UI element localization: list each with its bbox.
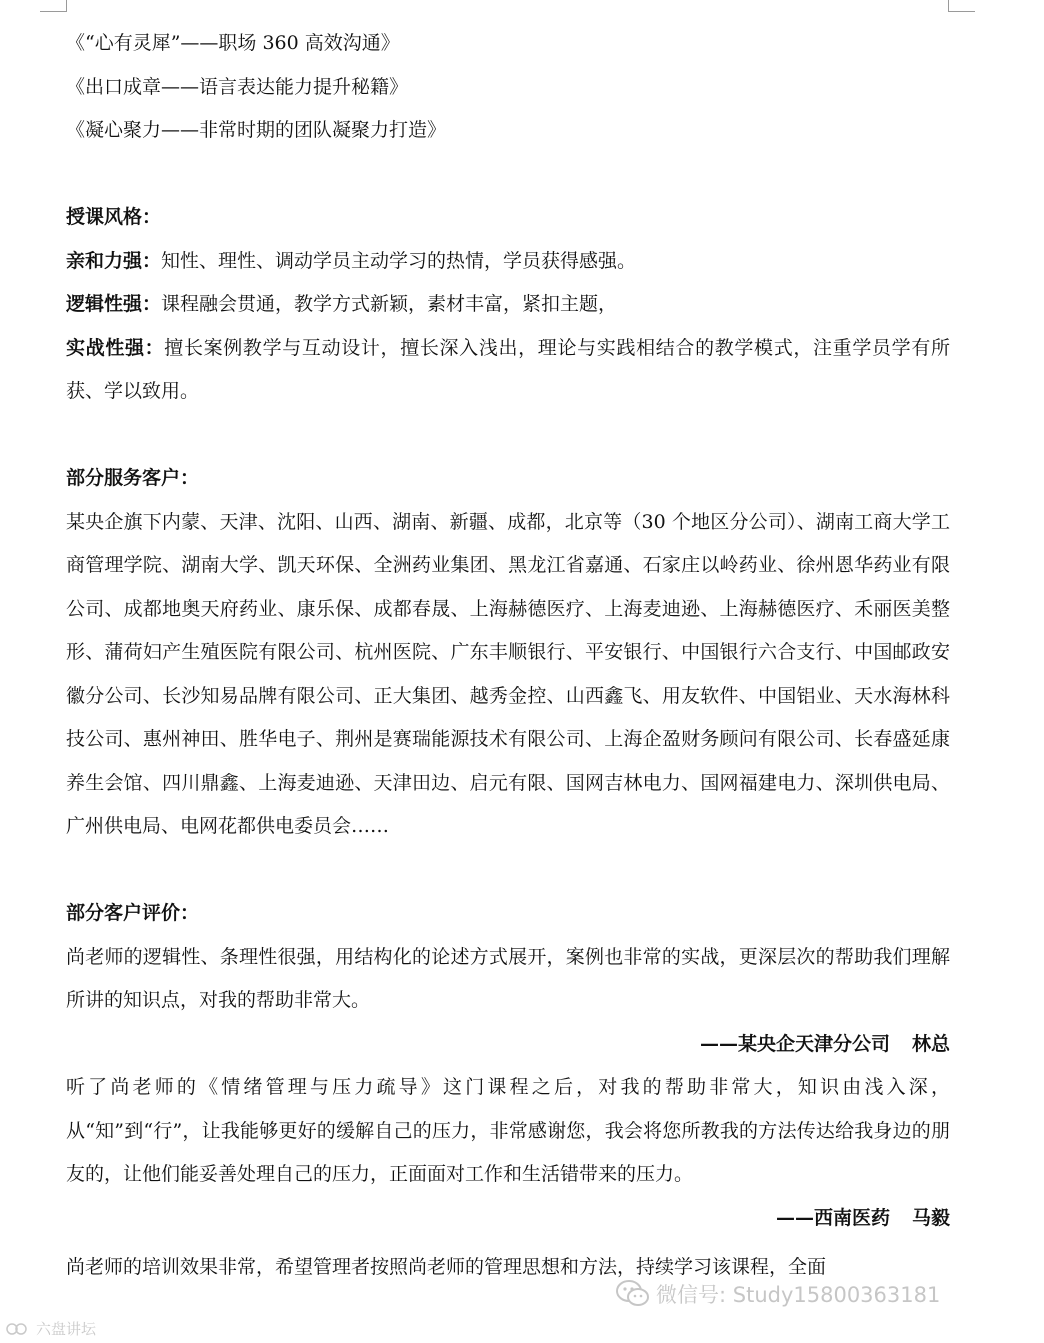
style-item-label: 逻辑性强：	[66, 293, 162, 315]
wechat-icon	[616, 1279, 650, 1309]
review-text: 尚老师的逻辑性、条理性很强，用结构化的论述方式展开，案例也非常的实战，更深层次的帮助我们理解所讲的知识点，对我的帮助非常大。	[66, 945, 950, 1011]
corner-watermark	[6, 1318, 96, 1339]
review-text: 尚老师的培训效果非常，希望管理者按照尚老师的管理思想和方法，持续学习该课程，全面	[66, 1256, 827, 1278]
style-item	[66, 240, 950, 284]
review-text: 听了尚老师的《情绪管理与压力疏导》这门课程之后，对我的帮助非常大，知识由浅入深，从“知”到“行”，让我能够更好的缓解自己的压力，非常感谢您，我会将您所教我的方法传达给我身边的朋友的，让他们能妥善处理自己的压力，正面面对工作和生活错带来的压力。	[66, 1076, 950, 1185]
style-item-text: 课程融会贯通，教学方式新颖，素材丰富，紧扣主题，	[161, 293, 618, 315]
document-page	[66, 22, 950, 1282]
section-heading-reviews: 部分客户评价：	[66, 902, 200, 924]
style-item	[66, 283, 950, 327]
style-item	[66, 327, 950, 414]
section-heading-teaching-style: 授课风格：	[66, 206, 162, 228]
course-title: 《“心有灵犀”——职场 360 高效沟通》	[66, 32, 400, 54]
review-source: ——某央企天津分公司	[699, 1032, 890, 1055]
section-heading-clients: 部分服务客户：	[66, 467, 200, 489]
watermark-text: 微信号: Study15800363181	[656, 1283, 941, 1307]
review-person: 马毅	[911, 1206, 950, 1229]
review-source: ——西南医药	[775, 1206, 890, 1229]
review-signature	[66, 1023, 950, 1067]
wechat-watermark	[616, 1274, 940, 1314]
corner-watermark-text: 六盘讲坛	[36, 1320, 97, 1338]
course-title: 《凝心聚力——非常时期的团队凝聚力打造》	[66, 119, 447, 141]
course-title: 《出口成章——语言表达能力提升秘籍》	[66, 75, 409, 98]
review-person: 林总	[911, 1032, 950, 1055]
style-item-label: 亲和力强：	[66, 249, 162, 272]
client-list: 某央企旗下内蒙、天津、沈阳、山西、湖南、新疆、成都，北京等（30 个地区分公司）、湖南工商大学工商管理学院、湖南大学、凯天环保、全洲药业集团、黑龙江省嘉通、石家庄以岭药业、徐州恩华药业有限公司、成都地奥天府药业、康乐保、成都春晟、上海赫德医疗、上海麦迪逊、上海赫德医疗、禾丽医美整形、蒲荷妇产生殖医院有限公司、杭州医院、广东丰顺银行、平安银行、中国银行六合支行、中国邮政安徽分公司、长沙知易品牌有限公司、正大集团、越秀金控、山西鑫飞、用友软件、中国铝业、天水海林科技公司、惠州神田、胜华电子、荆州是赛瑞能源技术有限公司、上海企盈财务顾问有限公司、长春盛延康养生会馆、四川鼎鑫、上海麦迪逊、天津田边、启元有限、国网吉林电力、国网福建电力、深圳供电局、广州供电局、电网花都供电委员会……	[66, 510, 950, 837]
style-item-label: 实战性强：	[66, 336, 165, 359]
logo-icon	[6, 1321, 32, 1337]
style-item-text: 擅长案例教学与互动设计，擅长深入浅出，理论与实践相结合的教学模式，注重学员学有所获、学以致用。	[66, 336, 950, 402]
review-signature	[66, 1197, 950, 1241]
page-corner-mark-left	[40, 0, 67, 12]
page-corner-mark-right	[948, 0, 975, 12]
style-item-text: 知性、理性、调动学员主动学习的热情，学员获得感强。	[161, 249, 637, 272]
